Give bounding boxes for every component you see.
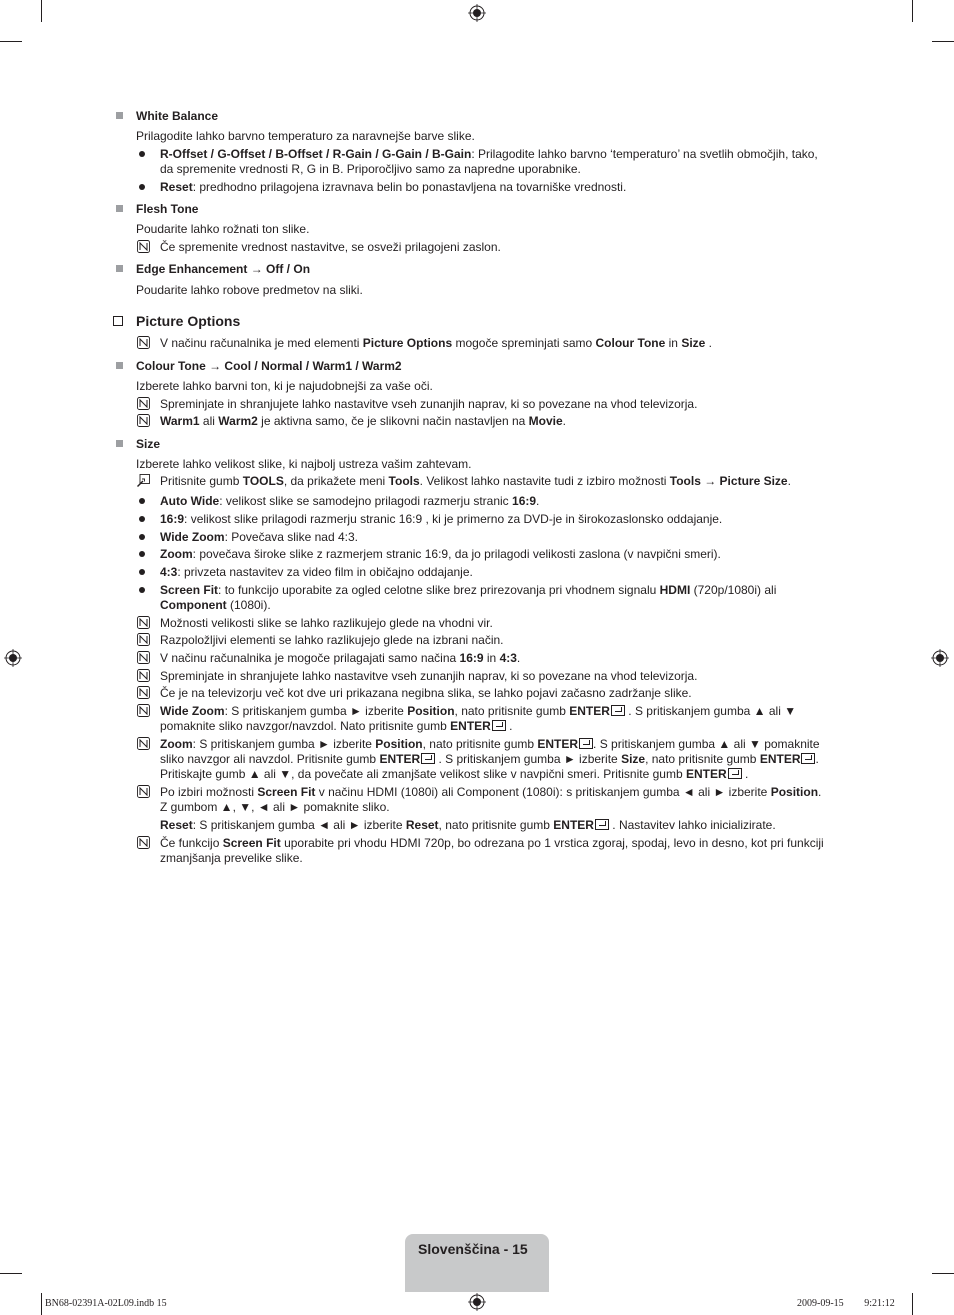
bullet-icon <box>139 551 145 557</box>
note-icon <box>137 336 150 349</box>
colour-tone-note-2: Warm1 ali Warm2 je aktivna samo, če je slikovni način nastavljen na Movie. <box>160 414 567 428</box>
registration-mark-icon <box>4 649 22 667</box>
footer-datetime: 2009-09-15 ￿￿ 9:21:12 <box>797 1298 895 1309</box>
note-icon <box>137 616 150 629</box>
size-bullet-zoom: Zoom: povečava široke slike z razmerjem stranic 16:9, da jo prilagodi velikosti zaslona (v navpični smeri). <box>160 547 721 561</box>
note-icon <box>137 651 150 664</box>
enter-icon <box>728 768 742 779</box>
note-icon <box>137 414 150 427</box>
size-bullet-16-9: 16:9: velikost slike prilagodi razmerju stranic 16:9 , ki je primerno za DVD-je in širokozaslonsko oddajanje. <box>160 512 723 526</box>
bullet-icon <box>139 184 145 190</box>
note-icon <box>137 704 150 717</box>
picture-options-note: V načinu računalnika je med elementi Picture Options mogoče spreminjati samo Colour Tone in Size . <box>160 336 712 350</box>
bullet-icon <box>139 587 145 593</box>
registration-mark-icon <box>468 4 486 22</box>
size-note-screen-fit-line2: Z gumbom ▲, ▼, ◄ ali ► pomaknite sliko. <box>160 800 390 814</box>
enter-icon <box>801 753 815 764</box>
crop-mark <box>912 1293 913 1315</box>
enter-icon <box>579 738 593 749</box>
bullet-icon <box>139 516 145 522</box>
crop-mark <box>41 0 42 22</box>
enter-icon <box>492 720 506 731</box>
white-balance-heading: White Balance <box>136 109 219 123</box>
checkbox-section-icon <box>113 316 123 326</box>
size-bullet-wide-zoom: Wide Zoom: Povečava slike nad 4:3. <box>160 530 358 544</box>
size-note-wide-zoom: Wide Zoom: S pritiskanjem gumba ► izberite Position, nato pritisnite gumb ENTER . S pritiskanjem gumba ▲ ali ▼ <box>160 704 797 718</box>
enter-icon <box>595 819 609 830</box>
colour-tone-note-1: Spreminjate in shranjujete lahko nastavitve vseh zunanjih naprav, ki so povezane na vhod televizorja. <box>160 397 698 411</box>
white-balance-bullet-offset-gain-line2: da spremenite vrednosti R, G in B. Priporočljivo samo za napredne uporabnike. <box>160 162 581 176</box>
edge-enhancement-desc: Poudarite lahko robove predmetov na sliki. <box>136 283 363 297</box>
section-square-icon <box>116 265 123 272</box>
enter-icon <box>421 753 435 764</box>
section-square-icon <box>116 362 123 369</box>
size-note-screen-fit: Po izbiri možnosti Screen Fit v načinu HDMI (1080i) ali Component (1080i): s pritiskanjem gumba ◄ ali ► izberite Position. <box>160 785 822 799</box>
size-bullet-screen-fit-line2: Component (1080i). <box>160 598 271 612</box>
note-icon <box>137 737 150 750</box>
size-heading: Size <box>136 437 161 451</box>
note-icon <box>137 240 150 253</box>
size-note-2: Razpoložljivi elementi se lahko razlikujejo glede na izbrani način. <box>160 633 504 647</box>
crop-mark <box>932 1273 954 1274</box>
colour-tone-heading: Colour Tone → Cool / Normal / Warm1 / Warm2 <box>136 359 402 373</box>
bullet-icon <box>139 498 145 504</box>
enter-icon <box>611 705 625 716</box>
footer-file-name: BN68-02391A-02L09.indb 15 <box>45 1298 167 1309</box>
flesh-tone-desc: Poudarite lahko rožnati ton slike. <box>136 222 310 236</box>
size-note-zoom-line3: Pritiskajte gumb ▲ ali ▼, da povečate ali zmanjšate velikost slike v navpični smeri. Pritisnite gumb ENTER . <box>160 767 749 781</box>
section-square-icon <box>116 205 123 212</box>
crop-mark <box>41 1293 42 1315</box>
note-icon <box>137 397 150 410</box>
size-note-4: Spreminjate in shranjujete lahko nastavitve vseh zunanjih naprav, ki so povezane na vhod televizorja. <box>160 669 698 683</box>
tools-icon <box>137 474 150 487</box>
size-bullet-auto-wide: Auto Wide: velikost slike se samodejno prilagodi razmerju stranic 16:9. <box>160 494 540 508</box>
crop-mark <box>0 41 22 42</box>
crop-mark <box>912 0 913 22</box>
edge-enhancement-heading: Edge Enhancement → Off / On <box>136 262 311 276</box>
note-icon <box>137 686 150 699</box>
flesh-tone-heading: Flesh Tone <box>136 202 199 216</box>
note-icon <box>137 669 150 682</box>
crop-mark <box>932 41 954 42</box>
registration-mark-icon <box>468 1293 486 1311</box>
picture-options-heading: Picture Options <box>136 313 241 329</box>
bullet-icon <box>139 151 145 157</box>
white-balance-bullet-reset: Reset: predhodno prilagojena izravnava belin bo ponastavljena na tovarniške vrednosti. <box>160 180 627 194</box>
size-bullet-4-3: 4:3: privzeta nastavitev za video film in običajno oddajanje. <box>160 565 473 579</box>
size-bullet-screen-fit: Screen Fit: to funkcijo uporabite za ogled celotne slike brez prirezovanja pri vhodnem signalu HDMI (720p/1080i) ali <box>160 583 777 597</box>
bullet-icon <box>139 534 145 540</box>
white-balance-desc: Prilagodite lahko barvno temperaturo za naravnejše barve slike. <box>136 129 475 143</box>
size-note-zoom-line2: sliko navzgor ali navzdol. Pritisnite gumb ENTER . S pritiskanjem gumba ► izberite Size, nato pritisnite gumb ENTER . <box>160 752 819 766</box>
section-square-icon <box>116 112 123 119</box>
size-note-screen-fit-720p: Če funkcijo Screen Fit uporabite pri vhodu HDMI 720p, bo odrezana po 1 vrstica zgoraj, spodaj, levo in desno, kot pri funkciji <box>160 836 824 850</box>
note-icon <box>137 633 150 646</box>
crop-mark <box>0 1273 22 1274</box>
note-icon <box>137 785 150 798</box>
bullet-icon <box>139 569 145 575</box>
colour-tone-desc: Izberete lahko barvni ton, ki je najudobnejši za vaše oči. <box>136 379 433 393</box>
note-icon <box>137 836 150 849</box>
size-note-screen-fit-720p-line2: zmanjšanja prevelike slike. <box>160 851 303 865</box>
size-note-3: V načinu računalnika je mogoče prilagajati samo načina 16:9 in 4:3. <box>160 651 521 665</box>
size-desc: Izberete lahko velikost slike, ki najbolj ustreza vašim zahtevam. <box>136 457 472 471</box>
size-note-zoom: Zoom: S pritiskanjem gumba ► izberite Position, nato pritisnite gumb ENTER . S pritiskanjem gumba ▲ ali ▼ pomaknite <box>160 737 820 751</box>
section-square-icon <box>116 440 123 447</box>
size-note-1: Možnosti velikosti slike se lahko razlikujejo glede na vhodni vir. <box>160 616 493 630</box>
size-tools-note: Pritisnite gumb TOOLS, da prikažete meni Tools. Velikost lahko nastavite tudi z izbiro možnosti Tools → Picture Size. <box>160 474 791 488</box>
registration-mark-icon <box>931 649 949 667</box>
size-note-5: Če je na televizorju več kot dve uri prikazana negibna slika, se lahko pojavi začasno zadržanje slike. <box>160 686 692 700</box>
size-note-screen-fit-reset: Reset: S pritiskanjem gumba ◄ ali ► izberite Reset, nato pritisnite gumb ENTER . Nastavitev lahko inicializirate. <box>160 818 776 832</box>
size-note-wide-zoom-line2: pomaknite sliko navzgor/navzdol. Nato pritisnite gumb ENTER . <box>160 719 513 733</box>
flesh-tone-note: Če spremenite vrednost nastavitve, se osveži prilagojeni zaslon. <box>160 240 501 254</box>
white-balance-bullet-offset-gain: R-Offset / G-Offset / B-Offset / R-Gain / G-Gain / B-Gain: Prilagodite lahko barvno ‘temperaturo’ na svetlih območjih, tako, <box>160 147 818 161</box>
page-number-label: Slovenščina - 15 <box>418 1241 528 1257</box>
